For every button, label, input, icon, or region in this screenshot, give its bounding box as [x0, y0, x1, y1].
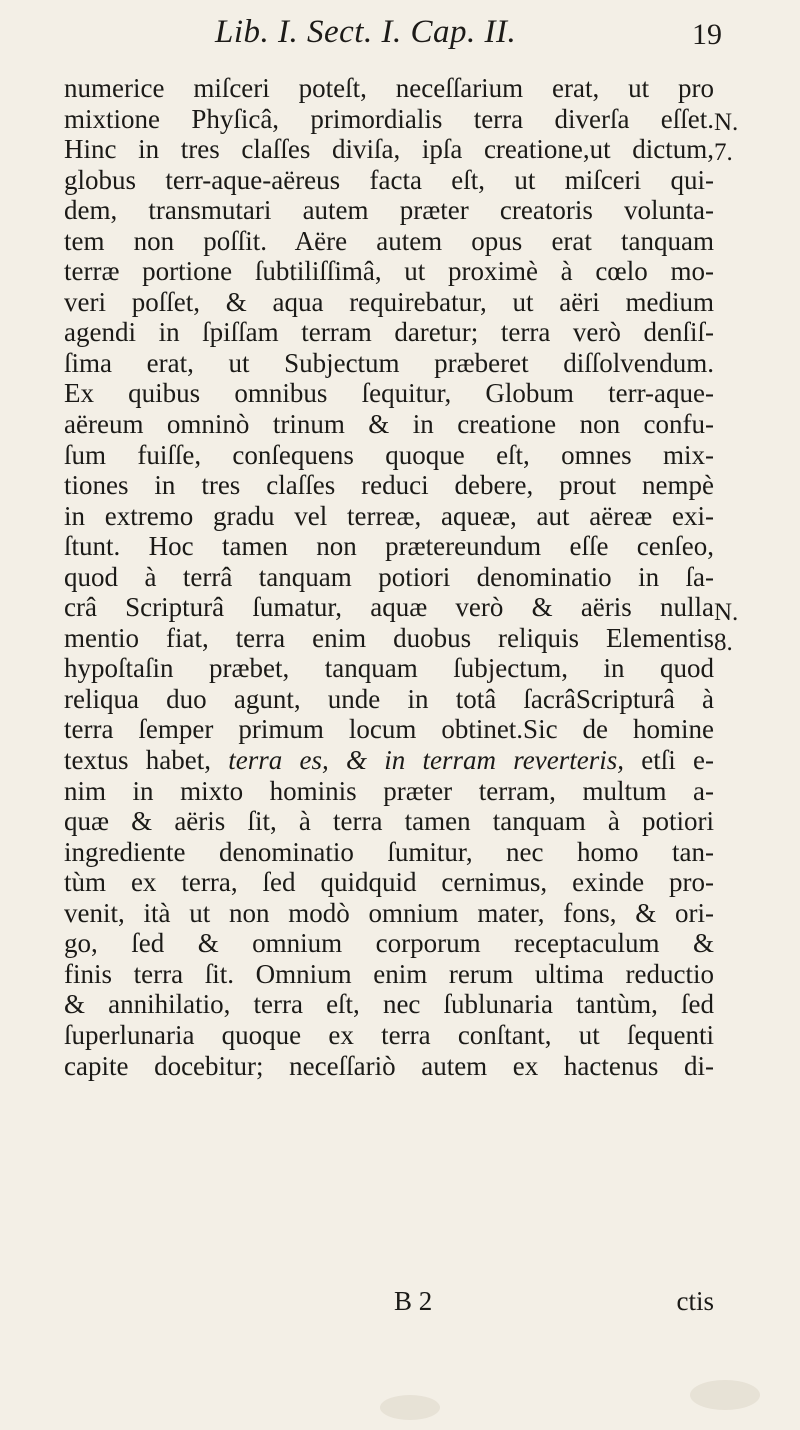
text-line: go, ſed & omnium corporum receptaculum & — [64, 928, 714, 959]
scripture-quote: terra es, & in terram reverteris, — [228, 745, 624, 776]
text-line: quod à terrâ tanquam potiori denominatio in ſa- — [64, 561, 714, 592]
text-line: ſum fuiſſe, conſequens quoque eſt, omnes mix- — [64, 439, 714, 470]
margin-note-line: 7. — [714, 139, 733, 166]
text-line: Hinc in tres claſſes diviſa, ipſa creatione,ut dictum, — [64, 134, 714, 165]
page-footer — [64, 1286, 714, 1318]
text-line: finis terra ſit. Omnium enim rerum ultima reductio — [64, 958, 714, 989]
paper-stain — [380, 1395, 440, 1420]
text-line: & annihilatio, terra eſt, nec ſublunaria tantùm, ſed — [64, 989, 714, 1020]
margin-note-line: N. — [714, 599, 739, 626]
text-line: tem non poſſit. Aëre autem opus erat tanquam — [64, 225, 714, 256]
text-line: terra ſemper primum locum obtinet.Sic de homine — [64, 714, 714, 745]
margin-note — [714, 598, 738, 658]
text-line: capite docebitur; neceſſariò autem ex hactenus di- — [64, 1050, 714, 1081]
signature-mark: B 2 — [394, 1286, 433, 1316]
text-line: numerice miſceri poteſt, neceſſarium erat, ut pro — [64, 73, 714, 103]
margin-note-line: N. — [714, 109, 739, 136]
body-text — [64, 73, 714, 1081]
catchword: ctis — [676, 1286, 714, 1316]
text-line: venit, ità ut non modò omnium mater, fons, & ori- — [64, 897, 714, 928]
text-line: aëreum omninò trinum & in creatione non confu- — [64, 409, 714, 440]
text-line: in extremo gradu vel terreæ, aqueæ, aut aëreæ exi- — [64, 500, 714, 531]
text-line: dem, transmutari autem præter creatoris volunta- — [64, 195, 714, 226]
text-line: tùm ex terra, ſed quidquid cernimus, exinde pro- — [64, 867, 714, 898]
text-line: veri poſſet, & aqua requirebatur, ut aëri medium — [64, 286, 714, 317]
page-number: 19 — [692, 18, 722, 51]
paper-stain — [690, 1380, 760, 1410]
text-line: terræ portione ſubtiliſſimâ, ut proximè à cœlo mo- — [64, 256, 714, 287]
text-line: textus habet, terra es, & in terram reverteris, etſi e- — [64, 745, 714, 776]
text-line: Ex quibus omnibus ſequitur, Globum terr-aque- — [64, 378, 714, 409]
margin-note — [714, 108, 738, 168]
running-head: Lib. I. Sect. I. Cap. II. — [215, 14, 517, 50]
margin-note-line: 8. — [714, 629, 733, 656]
text-line: nim in mixto hominis præter terram, multum a- — [64, 775, 714, 806]
text-line: quæ & aëris ſit, à terra tamen tanquam à potiori — [64, 806, 714, 837]
text-line: ſuperlunaria quoque ex terra conſtant, ut ſequenti — [64, 1019, 714, 1050]
page-header — [0, 12, 800, 72]
text-line: mentio fiat, terra enim duobus reliquis Elementis — [64, 622, 714, 653]
text-line: agendi in ſpiſſam terram daretur; terra verò denſiſ- — [64, 317, 714, 348]
text-line: crâ Scripturâ ſumatur, aquæ verò & aëris nulla — [64, 592, 714, 623]
text-line: mixtione Phyſicâ, primordialis terra diverſa eſſet. — [64, 103, 714, 134]
text-line: ingrediente denominatio ſumitur, nec homo tan- — [64, 836, 714, 867]
text-line: hypoſtaſin præbet, tanquam ſubjectum, in quod — [64, 653, 714, 684]
text-line: globus terr-aque-aëreus facta eſt, ut miſceri qui- — [64, 164, 714, 195]
text-line: tiones in tres claſſes reduci debere, prout nempè — [64, 470, 714, 501]
text-line: reliqua duo agunt, unde in totâ ſacrâScripturâ à — [64, 683, 714, 714]
text-line: ſtunt. Hoc tamen non prætereundum eſſe cenſeo, — [64, 531, 714, 562]
text-line: ſima erat, ut Subjectum præberet diſſolvendum. — [64, 347, 714, 378]
